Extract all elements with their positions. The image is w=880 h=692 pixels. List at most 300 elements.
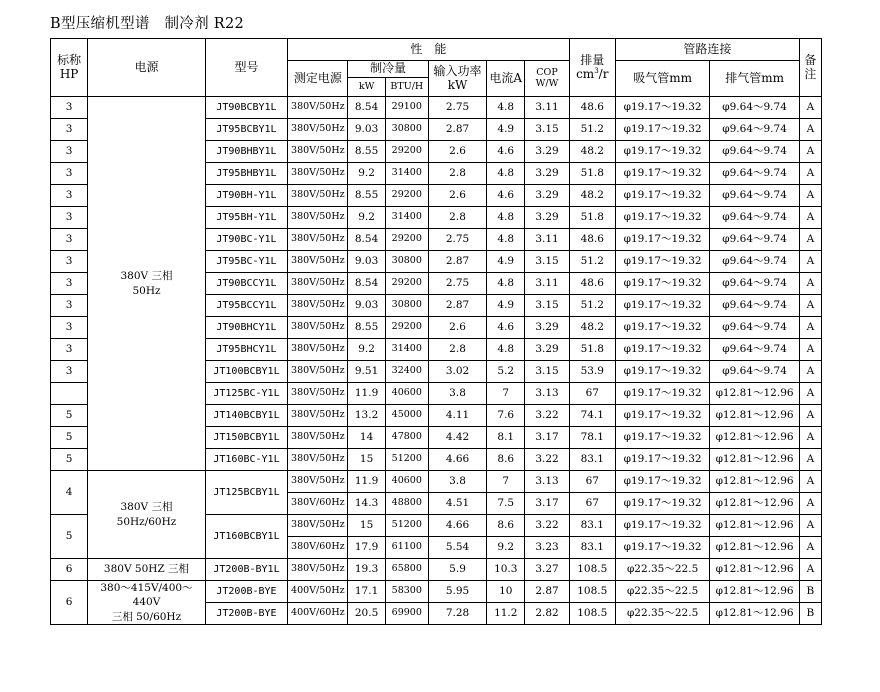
capacity-btu-cell: 58300 xyxy=(385,581,428,603)
current-cell: 11.2 xyxy=(487,603,525,625)
model-cell: JT200B-BYE xyxy=(205,581,287,603)
capacity-btu-cell: 29200 xyxy=(385,185,428,207)
displacement-cell: 67 xyxy=(569,493,615,515)
capacity-kw-cell: 17.1 xyxy=(348,581,385,603)
cop-cell: 3.17 xyxy=(525,493,569,515)
capacity-btu-cell: 69900 xyxy=(385,603,428,625)
test-power-cell: 380V/60Hz xyxy=(288,493,348,515)
current-cell: 7 xyxy=(487,383,525,405)
header-remark-line2: 注 xyxy=(804,66,817,81)
hp-cell: 3 xyxy=(51,97,88,119)
test-power-cell: 380V/50Hz xyxy=(288,317,348,339)
header-displacement-unit: $cm^3/r$ xyxy=(576,66,609,81)
displacement-cell: 108.5 xyxy=(569,581,615,603)
discharge-pipe-cell: φ9.64～9.74 xyxy=(710,207,799,229)
hp-cell: 5 xyxy=(51,515,88,559)
suction-pipe-cell: φ19.17～19.32 xyxy=(615,163,709,185)
displacement-cell: 48.2 xyxy=(569,141,615,163)
input-power-cell: 2.87 xyxy=(428,119,486,141)
suction-pipe-cell: φ19.17～19.32 xyxy=(615,97,709,119)
test-power-cell: 380V/50Hz xyxy=(288,141,348,163)
remark-cell: A xyxy=(799,383,821,405)
test-power-cell: 380V/50Hz xyxy=(288,119,348,141)
model-cell: JT140BCBY1L xyxy=(205,405,287,427)
discharge-pipe-cell: φ12.81～12.96 xyxy=(710,537,799,559)
power-supply-cell xyxy=(88,471,206,559)
input-power-cell: 2.6 xyxy=(428,185,486,207)
input-power-cell: 4.66 xyxy=(428,515,486,537)
hp-cell: 3 xyxy=(51,141,88,163)
displacement-cell: 74.1 xyxy=(569,405,615,427)
suction-pipe-cell: φ19.17～19.32 xyxy=(615,273,709,295)
hp-cell: 5 xyxy=(51,449,88,471)
discharge-pipe-cell: φ9.64～9.74 xyxy=(710,185,799,207)
remark-cell: A xyxy=(799,273,821,295)
model-cell: JT200B-BYE xyxy=(205,603,287,625)
test-power-cell: 380V/50Hz xyxy=(288,229,348,251)
header-test-power: 测定电源 xyxy=(288,61,348,97)
hp-cell: 3 xyxy=(51,317,88,339)
table-row xyxy=(51,559,822,581)
power-supply-cell xyxy=(88,581,206,625)
discharge-pipe-cell: φ12.81～12.96 xyxy=(710,559,799,581)
input-power-cell: 2.6 xyxy=(428,317,486,339)
cop-cell: 3.13 xyxy=(525,383,569,405)
current-cell: 5.2 xyxy=(487,361,525,383)
input-power-cell: 3.02 xyxy=(428,361,486,383)
cop-cell: 3.15 xyxy=(525,361,569,383)
model-cell: JT90BH-Y1L xyxy=(205,185,287,207)
table-body xyxy=(51,97,822,625)
test-power-cell: 380V/50Hz xyxy=(288,449,348,471)
capacity-kw-cell: 9.2 xyxy=(348,207,385,229)
suction-pipe-cell: φ19.17～19.32 xyxy=(615,185,709,207)
power-supply-cell xyxy=(88,559,206,581)
header-input-power xyxy=(428,61,486,97)
hp-cell: 3 xyxy=(51,229,88,251)
displacement-cell: 53.9 xyxy=(569,361,615,383)
current-cell: 4.8 xyxy=(487,163,525,185)
power-supply-line2: 50Hz/60Hz xyxy=(116,515,177,528)
capacity-btu-cell: 31400 xyxy=(385,163,428,185)
remark-cell: A xyxy=(799,537,821,559)
remark-cell: A xyxy=(799,317,821,339)
hp-cell: 3 xyxy=(51,185,88,207)
capacity-btu-cell: 29200 xyxy=(385,273,428,295)
displacement-cell: 48.6 xyxy=(569,97,615,119)
hp-cell: 6 xyxy=(51,581,88,625)
current-cell: 10.3 xyxy=(487,559,525,581)
capacity-kw-cell: 9.03 xyxy=(348,119,385,141)
discharge-pipe-cell: φ12.81～12.96 xyxy=(710,603,799,625)
remark-cell: A xyxy=(799,207,821,229)
suction-pipe-cell: φ19.17～19.32 xyxy=(615,493,709,515)
hp-cell: 3 xyxy=(51,251,88,273)
test-power-cell: 380V/50Hz xyxy=(288,251,348,273)
capacity-kw-cell: 8.55 xyxy=(348,141,385,163)
header-power: 电源 xyxy=(88,39,206,97)
power-supply-line1: 380V 50HZ 三相 xyxy=(103,563,190,576)
suction-pipe-cell: φ22.35～22.5 xyxy=(615,603,709,625)
model-cell: JT100BCBY1L xyxy=(205,361,287,383)
test-power-cell: 380V/50Hz xyxy=(288,405,348,427)
capacity-kw-cell: 8.54 xyxy=(348,273,385,295)
input-power-cell: 2.75 xyxy=(428,229,486,251)
capacity-kw-cell: 14.3 xyxy=(348,493,385,515)
capacity-btu-cell: 40600 xyxy=(385,383,428,405)
capacity-btu-cell: 51200 xyxy=(385,515,428,537)
input-power-cell: 4.66 xyxy=(428,449,486,471)
displacement-cell: 83.1 xyxy=(569,449,615,471)
model-cell: JT90BHCY1L xyxy=(205,317,287,339)
remark-cell: A xyxy=(799,427,821,449)
suction-pipe-cell: φ19.17～19.32 xyxy=(615,141,709,163)
remark-cell: A xyxy=(799,97,821,119)
input-power-cell: 5.9 xyxy=(428,559,486,581)
capacity-kw-cell: 9.2 xyxy=(348,339,385,361)
suction-pipe-cell: φ19.17～19.32 xyxy=(615,383,709,405)
hp-cell xyxy=(51,383,88,405)
current-cell: 7 xyxy=(487,471,525,493)
current-cell: 4.8 xyxy=(487,207,525,229)
displacement-cell: 51.8 xyxy=(569,339,615,361)
hp-cell: 5 xyxy=(51,405,88,427)
remark-cell: A xyxy=(799,471,821,493)
test-power-cell: 380V/50Hz xyxy=(288,97,348,119)
header-displacement xyxy=(569,39,615,97)
remark-cell: A xyxy=(799,229,821,251)
displacement-cell: 67 xyxy=(569,471,615,493)
cop-cell: 3.13 xyxy=(525,471,569,493)
hp-cell: 3 xyxy=(51,163,88,185)
capacity-kw-cell: 15 xyxy=(348,449,385,471)
remark-cell: B xyxy=(799,581,821,603)
suction-pipe-cell: φ19.17～19.32 xyxy=(615,295,709,317)
capacity-btu-cell: 51200 xyxy=(385,449,428,471)
remark-cell: A xyxy=(799,251,821,273)
cop-cell: 3.27 xyxy=(525,559,569,581)
displacement-cell: 108.5 xyxy=(569,603,615,625)
table-row xyxy=(51,471,822,493)
current-cell: 4.6 xyxy=(487,141,525,163)
current-cell: 4.9 xyxy=(487,251,525,273)
cop-cell: 3.29 xyxy=(525,141,569,163)
test-power-cell: 380V/50Hz xyxy=(288,273,348,295)
discharge-pipe-cell: φ12.81～12.96 xyxy=(710,427,799,449)
cop-cell: 3.29 xyxy=(525,317,569,339)
capacity-btu-cell: 45000 xyxy=(385,405,428,427)
model-cell: JT90BHBY1L xyxy=(205,141,287,163)
header-remark-line1: 备 xyxy=(804,52,817,67)
header-kw: kW xyxy=(348,78,385,97)
cop-cell: 3.11 xyxy=(525,97,569,119)
table-header xyxy=(51,39,822,97)
cop-cell: 3.11 xyxy=(525,229,569,251)
power-supply-line1: 380V 三相 xyxy=(120,501,173,514)
capacity-kw-cell: 9.51 xyxy=(348,361,385,383)
input-power-cell: 4.11 xyxy=(428,405,486,427)
cop-cell: 3.29 xyxy=(525,339,569,361)
remark-cell: A xyxy=(799,405,821,427)
suction-pipe-cell: φ19.17～19.32 xyxy=(615,251,709,273)
model-cell: JT95BC-Y1L xyxy=(205,251,287,273)
remark-cell: A xyxy=(799,361,821,383)
capacity-btu-cell: 48800 xyxy=(385,493,428,515)
power-supply-line1: 380V 三相 xyxy=(120,270,173,283)
capacity-kw-cell: 19.3 xyxy=(348,559,385,581)
model-cell: JT160BC-Y1L xyxy=(205,449,287,471)
input-power-cell: 3.8 xyxy=(428,471,486,493)
displacement-cell: 78.1 xyxy=(569,427,615,449)
current-cell: 4.8 xyxy=(487,273,525,295)
suction-pipe-cell: φ19.17～19.32 xyxy=(615,207,709,229)
remark-cell: A xyxy=(799,163,821,185)
capacity-btu-cell: 29200 xyxy=(385,229,428,251)
header-remark xyxy=(799,39,821,97)
hp-cell: 4 xyxy=(51,471,88,515)
capacity-kw-cell: 9.03 xyxy=(348,295,385,317)
header-suction: 吸气管mm xyxy=(615,61,709,97)
remark-cell: A xyxy=(799,559,821,581)
test-power-cell: 380V/50Hz xyxy=(288,185,348,207)
current-cell: 4.6 xyxy=(487,185,525,207)
remark-cell: A xyxy=(799,493,821,515)
input-power-cell: 2.87 xyxy=(428,295,486,317)
cop-cell: 3.29 xyxy=(525,163,569,185)
input-power-cell: 2.8 xyxy=(428,207,486,229)
suction-pipe-cell: φ19.17～19.32 xyxy=(615,119,709,141)
header-model: 型号 xyxy=(205,39,287,97)
capacity-kw-cell: 8.55 xyxy=(348,317,385,339)
current-cell: 4.9 xyxy=(487,295,525,317)
displacement-cell: 83.1 xyxy=(569,515,615,537)
remark-cell: A xyxy=(799,515,821,537)
discharge-pipe-cell: φ12.81～12.96 xyxy=(710,581,799,603)
model-cell: JT160BCBY1L xyxy=(205,515,287,559)
model-cell: JT95BH-Y1L xyxy=(205,207,287,229)
input-power-cell: 4.42 xyxy=(428,427,486,449)
displacement-cell: 51.2 xyxy=(569,295,615,317)
current-cell: 7.5 xyxy=(487,493,525,515)
discharge-pipe-cell: φ9.64～9.74 xyxy=(710,163,799,185)
current-cell: 7.6 xyxy=(487,405,525,427)
capacity-kw-cell: 17.9 xyxy=(348,537,385,559)
discharge-pipe-cell: φ9.64～9.74 xyxy=(710,361,799,383)
model-cell: JT125BC-Y1L xyxy=(205,383,287,405)
test-power-cell: 380V/50Hz xyxy=(288,515,348,537)
table-row xyxy=(51,581,822,603)
cop-cell: 2.87 xyxy=(525,581,569,603)
discharge-pipe-cell: φ9.64～9.74 xyxy=(710,229,799,251)
power-supply-line2: 三相 50/60Hz xyxy=(111,610,182,623)
capacity-kw-cell: 20.5 xyxy=(348,603,385,625)
test-power-cell: 400V/60Hz xyxy=(288,603,348,625)
test-power-cell: 400V/50Hz xyxy=(288,581,348,603)
current-cell: 4.8 xyxy=(487,97,525,119)
hp-cell: 3 xyxy=(51,273,88,295)
capacity-btu-cell: 30800 xyxy=(385,295,428,317)
capacity-kw-cell: 8.54 xyxy=(348,229,385,251)
input-power-cell: 5.54 xyxy=(428,537,486,559)
suction-pipe-cell: φ19.17～19.32 xyxy=(615,405,709,427)
suction-pipe-cell: φ19.17～19.32 xyxy=(615,317,709,339)
input-power-cell: 7.28 xyxy=(428,603,486,625)
suction-pipe-cell: φ22.35～22.5 xyxy=(615,581,709,603)
capacity-btu-cell: 65800 xyxy=(385,559,428,581)
displacement-cell: 51.2 xyxy=(569,119,615,141)
test-power-cell: 380V/50Hz xyxy=(288,339,348,361)
remark-cell: B xyxy=(799,603,821,625)
header-cop-line1: COP xyxy=(536,66,558,78)
discharge-pipe-cell: φ9.64～9.74 xyxy=(710,141,799,163)
discharge-pipe-cell: φ9.64～9.74 xyxy=(710,295,799,317)
power-supply-line1: 380～415V/400～440V xyxy=(100,582,193,609)
capacity-kw-cell: 14 xyxy=(348,427,385,449)
cop-cell: 3.22 xyxy=(525,405,569,427)
cop-cell: 3.23 xyxy=(525,537,569,559)
document-title: B型压缩机型谱 制冷剂 R22 xyxy=(50,16,245,32)
capacity-btu-cell: 30800 xyxy=(385,119,428,141)
cop-cell: 3.17 xyxy=(525,427,569,449)
power-supply-cell xyxy=(88,97,206,471)
cop-cell: 3.15 xyxy=(525,119,569,141)
input-power-cell: 2.75 xyxy=(428,273,486,295)
cop-cell: 3.22 xyxy=(525,449,569,471)
remark-cell: A xyxy=(799,339,821,361)
remark-cell: A xyxy=(799,185,821,207)
capacity-btu-cell: 47800 xyxy=(385,427,428,449)
remark-cell: A xyxy=(799,141,821,163)
cop-cell: 2.82 xyxy=(525,603,569,625)
cop-cell: 3.15 xyxy=(525,295,569,317)
header-current: 电流A xyxy=(487,61,525,97)
test-power-cell: 380V/50Hz xyxy=(288,427,348,449)
current-cell: 8.6 xyxy=(487,449,525,471)
remark-cell: A xyxy=(799,449,821,471)
displacement-cell: 51.8 xyxy=(569,163,615,185)
test-power-cell: 380V/50Hz xyxy=(288,295,348,317)
discharge-pipe-cell: φ9.64～9.74 xyxy=(710,339,799,361)
model-cell: JT90BCCY1L xyxy=(205,273,287,295)
compressor-spec-table xyxy=(50,38,822,625)
current-cell: 4.6 xyxy=(487,317,525,339)
cop-cell: 3.29 xyxy=(525,185,569,207)
hp-cell: 3 xyxy=(51,207,88,229)
discharge-pipe-cell: φ12.81～12.96 xyxy=(710,471,799,493)
suction-pipe-cell: φ19.17～19.32 xyxy=(615,361,709,383)
discharge-pipe-cell: φ12.81～12.96 xyxy=(710,449,799,471)
test-power-cell: 380V/50Hz xyxy=(288,207,348,229)
discharge-pipe-cell: φ12.81～12.96 xyxy=(710,515,799,537)
displacement-cell: 48.6 xyxy=(569,229,615,251)
capacity-kw-cell: 9.03 xyxy=(348,251,385,273)
test-power-cell: 380V/50Hz xyxy=(288,163,348,185)
cop-cell: 3.29 xyxy=(525,207,569,229)
test-power-cell: 380V/50Hz xyxy=(288,559,348,581)
model-cell: JT95BHBY1L xyxy=(205,163,287,185)
suction-pipe-cell: φ19.17～19.32 xyxy=(615,515,709,537)
capacity-btu-cell: 31400 xyxy=(385,207,428,229)
input-power-cell: 2.87 xyxy=(428,251,486,273)
suction-pipe-cell: φ19.17～19.32 xyxy=(615,427,709,449)
remark-cell: A xyxy=(799,119,821,141)
discharge-pipe-cell: φ9.64～9.74 xyxy=(710,119,799,141)
discharge-pipe-cell: φ9.64～9.74 xyxy=(710,317,799,339)
displacement-cell: 51.2 xyxy=(569,251,615,273)
suction-pipe-cell: φ19.17～19.32 xyxy=(615,471,709,493)
discharge-pipe-cell: φ12.81～12.96 xyxy=(710,383,799,405)
header-btu: BTU/H xyxy=(385,78,428,97)
model-cell: JT125BCBY1L xyxy=(205,471,287,515)
capacity-btu-cell: 31400 xyxy=(385,339,428,361)
input-power-cell: 2.6 xyxy=(428,141,486,163)
capacity-kw-cell: 8.54 xyxy=(348,97,385,119)
input-power-cell: 4.51 xyxy=(428,493,486,515)
header-hp xyxy=(51,39,88,97)
input-power-cell: 3.8 xyxy=(428,383,486,405)
capacity-kw-cell: 9.2 xyxy=(348,163,385,185)
test-power-cell: 380V/60Hz xyxy=(288,537,348,559)
capacity-kw-cell: 11.9 xyxy=(348,383,385,405)
model-cell: JT200B-BY1L xyxy=(205,559,287,581)
header-piping: 管路连接 xyxy=(615,39,799,61)
capacity-kw-cell: 15 xyxy=(348,515,385,537)
displacement-cell: 51.8 xyxy=(569,207,615,229)
input-power-cell: 2.8 xyxy=(428,163,486,185)
discharge-pipe-cell: φ12.81～12.96 xyxy=(710,493,799,515)
discharge-pipe-cell: φ9.64～9.74 xyxy=(710,251,799,273)
header-discharge: 排气管mm xyxy=(710,61,799,97)
current-cell: 4.9 xyxy=(487,119,525,141)
model-cell: JT95BHCY1L xyxy=(205,339,287,361)
hp-cell: 5 xyxy=(51,427,88,449)
header-hp-line2: HP xyxy=(59,66,79,81)
model-cell: JT150BCBY1L xyxy=(205,427,287,449)
test-power-cell: 380V/50Hz xyxy=(288,383,348,405)
input-power-cell: 2.8 xyxy=(428,339,486,361)
suction-pipe-cell: φ22.35～22.5 xyxy=(615,559,709,581)
hp-cell: 3 xyxy=(51,295,88,317)
model-cell: JT95BCBY1L xyxy=(205,119,287,141)
displacement-cell: 108.5 xyxy=(569,559,615,581)
displacement-cell: 67 xyxy=(569,383,615,405)
suction-pipe-cell: φ19.17～19.32 xyxy=(615,339,709,361)
header-cop xyxy=(525,61,569,97)
power-supply-line2: 50Hz xyxy=(132,284,161,297)
suction-pipe-cell: φ19.17～19.32 xyxy=(615,449,709,471)
hp-cell: 3 xyxy=(51,339,88,361)
header-input-line1: 输入功率 xyxy=(433,63,482,78)
header-cop-line2: W/W xyxy=(535,77,559,89)
capacity-btu-cell: 32400 xyxy=(385,361,428,383)
capacity-btu-cell: 30800 xyxy=(385,251,428,273)
cop-cell: 3.22 xyxy=(525,515,569,537)
current-cell: 8.1 xyxy=(487,427,525,449)
test-power-cell: 380V/50Hz xyxy=(288,471,348,493)
suction-pipe-cell: φ19.17～19.32 xyxy=(615,537,709,559)
header-hp-line1: 标称 xyxy=(57,52,82,67)
discharge-pipe-cell: φ9.64～9.74 xyxy=(710,273,799,295)
capacity-btu-cell: 29200 xyxy=(385,317,428,339)
current-cell: 4.8 xyxy=(487,229,525,251)
displacement-cell: 83.1 xyxy=(569,537,615,559)
input-power-cell: 5.95 xyxy=(428,581,486,603)
cop-cell: 3.15 xyxy=(525,251,569,273)
header-displacement-line1: 排量 xyxy=(580,52,605,67)
model-cell: JT95BCCY1L xyxy=(205,295,287,317)
model-cell: JT90BC-Y1L xyxy=(205,229,287,251)
current-cell: 4.8 xyxy=(487,339,525,361)
